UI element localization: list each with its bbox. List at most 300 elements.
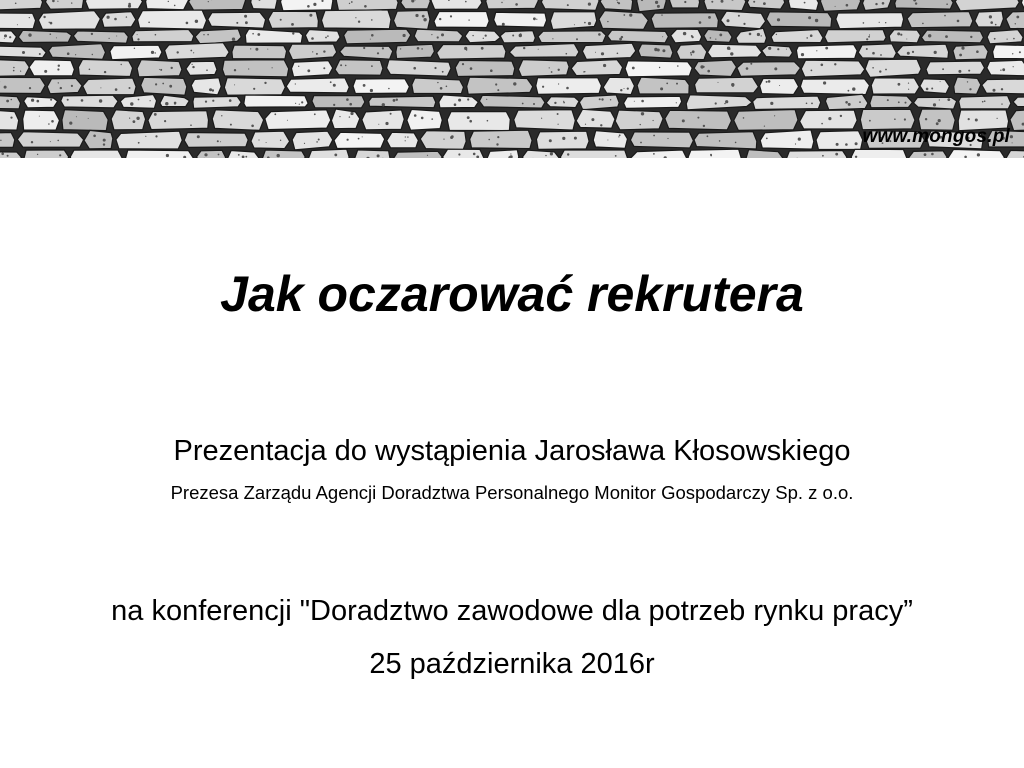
cobblestone [624, 96, 682, 108]
stone-speckle [236, 22, 238, 24]
stone-speckle [129, 118, 130, 119]
stone-speckle [57, 68, 59, 70]
stone-speckle [104, 71, 106, 73]
cobblestone [111, 110, 146, 130]
cobblestone [189, 0, 246, 10]
stone-speckle [632, 67, 635, 70]
cobblestone [85, 0, 142, 9]
cobblestone [954, 77, 981, 94]
cobblestone [909, 151, 947, 158]
cobblestone [467, 77, 533, 94]
cobblestone [447, 112, 510, 131]
stone-speckle [607, 140, 608, 141]
stone-speckle [169, 85, 172, 88]
stone-speckle [707, 70, 710, 73]
stone-speckle [4, 34, 7, 37]
stone-speckle [1007, 39, 1008, 40]
cobblestone [550, 12, 596, 30]
stone-speckle [536, 19, 537, 20]
stone-speckle [558, 83, 559, 84]
stone-speckle [1002, 68, 1005, 71]
stone-speckle [154, 113, 157, 116]
cobblestone [0, 59, 29, 76]
stone-speckle [15, 3, 17, 5]
stone-speckle [258, 139, 259, 140]
stone-speckle [280, 140, 281, 141]
cobblestone [851, 149, 907, 158]
stone-speckle [610, 99, 611, 100]
stone-speckle [393, 99, 396, 102]
stone-speckle [774, 115, 775, 116]
stone-speckle [413, 67, 416, 70]
cobblestone [760, 130, 814, 149]
stone-speckle [727, 47, 730, 50]
stone-speckle [601, 52, 604, 55]
stone-speckle [599, 98, 601, 100]
stone-speckle [938, 119, 941, 122]
stone-speckle [462, 63, 464, 65]
stone-speckle [961, 47, 964, 50]
stone-speckle [977, 153, 980, 156]
stone-speckle [437, 82, 438, 83]
cobblestone [362, 110, 405, 130]
cobblestone [576, 109, 615, 128]
cobblestone [920, 79, 950, 94]
cobblestone [193, 96, 241, 108]
stone-speckle [417, 47, 420, 50]
cobblestone [0, 77, 45, 93]
stone-speckle [766, 81, 768, 83]
cobblestone [354, 150, 390, 158]
stone-speckle [312, 51, 313, 52]
stone-speckle [1, 153, 4, 156]
stone-speckle [629, 14, 632, 17]
stone-speckle [190, 50, 192, 52]
stone-speckle [1010, 135, 1013, 138]
stone-speckle [208, 1, 209, 2]
stone-speckle [533, 17, 536, 20]
stone-speckle [959, 54, 962, 57]
stone-speckle [502, 23, 505, 26]
stone-speckle [931, 88, 933, 90]
stone-speckle [774, 67, 777, 70]
stone-speckle [1001, 88, 1003, 90]
cobblestone [487, 150, 519, 158]
stone-speckle [382, 47, 384, 49]
cobblestone [800, 110, 858, 129]
stone-speckle [845, 143, 848, 146]
stone-speckle [441, 33, 444, 36]
cobblestone [394, 151, 443, 158]
stone-speckle [607, 21, 608, 22]
stone-speckle [703, 125, 705, 127]
stone-speckle [255, 48, 258, 51]
stone-speckle [333, 84, 336, 87]
cobblestone [600, 0, 633, 10]
cobblestone [24, 150, 69, 158]
stone-speckle [323, 67, 325, 69]
stone-speckle [204, 153, 207, 156]
stone-speckle [89, 69, 91, 71]
stone-speckle [846, 4, 849, 7]
stone-speckle [595, 52, 596, 53]
stone-speckle [327, 35, 329, 37]
cobblestone [224, 78, 285, 96]
stone-speckle [885, 22, 886, 23]
stone-speckle [396, 99, 398, 101]
stone-speckle [458, 153, 460, 155]
stone-speckle [355, 17, 356, 18]
stone-speckle [566, 53, 568, 55]
stone-speckle [307, 69, 310, 72]
stone-speckle [340, 64, 342, 66]
cobblestone [987, 30, 1023, 44]
stone-speckle [682, 119, 685, 122]
stone-speckle [209, 88, 212, 91]
stone-speckle [245, 21, 248, 24]
stone-speckle [472, 35, 473, 36]
stone-speckle [371, 19, 373, 21]
stone-speckle [1012, 53, 1013, 54]
stone-speckle [939, 99, 940, 100]
stone-speckle [558, 124, 559, 125]
stone-speckle [129, 87, 131, 89]
stone-speckle [92, 54, 93, 55]
stone-speckle [615, 155, 617, 157]
stone-speckle [44, 70, 47, 73]
stone-speckle [39, 53, 41, 55]
stone-speckle [155, 135, 157, 137]
stone-speckle [334, 154, 337, 157]
cobblestone [889, 30, 920, 43]
cobblestone [102, 12, 136, 28]
stone-speckle [177, 51, 179, 53]
stone-speckle [10, 117, 12, 119]
cobblestone [760, 79, 799, 95]
stone-speckle [542, 86, 544, 88]
stone-speckle [49, 22, 50, 23]
stone-speckle [659, 67, 660, 68]
stone-speckle [165, 102, 168, 105]
stone-speckle [339, 116, 340, 117]
stone-speckle [497, 89, 499, 91]
stone-speckle [859, 101, 861, 103]
stone-speckle [786, 49, 787, 50]
cobblestone [38, 11, 100, 30]
stone-speckle [363, 47, 365, 49]
cobblestone [18, 30, 71, 42]
cobblestone [523, 150, 560, 158]
cobblestone [796, 45, 857, 59]
stone-speckle [848, 103, 851, 106]
stone-speckle [940, 81, 941, 82]
cobblestone [17, 132, 83, 148]
stone-speckle [753, 1, 755, 3]
stone-speckle [454, 103, 457, 106]
stone-speckle [710, 37, 712, 39]
stone-speckle [660, 87, 663, 90]
stone-speckle [377, 52, 379, 54]
cobblestone-banner [0, 0, 1024, 158]
stone-speckle [174, 5, 176, 7]
cobblestone [331, 109, 359, 129]
cobblestone [322, 10, 392, 29]
stone-speckle [900, 34, 902, 36]
stone-speckle [574, 137, 577, 140]
cobblestone [631, 150, 687, 158]
cobblestone [110, 45, 162, 60]
stone-speckle [749, 33, 752, 36]
stone-speckle [450, 136, 453, 139]
cobblestone [0, 95, 21, 109]
stone-speckle [362, 136, 363, 137]
stone-speckle [346, 98, 349, 101]
stone-speckle [931, 153, 934, 156]
stone-speckle [446, 86, 448, 88]
stone-speckle [835, 153, 838, 156]
cobblestone [184, 133, 248, 148]
cobblestone [926, 61, 985, 75]
cobblestone [625, 61, 692, 77]
stone-speckle [750, 63, 752, 65]
stone-speckle [109, 38, 110, 39]
cobblestone [688, 149, 742, 158]
stone-speckle [766, 138, 768, 140]
stone-speckle [822, 155, 824, 157]
stone-speckle [71, 2, 72, 3]
stone-speckle [879, 22, 880, 23]
stone-speckle [4, 38, 5, 39]
stone-speckle [385, 122, 388, 125]
stone-speckle [316, 141, 318, 143]
stone-speckle [71, 85, 73, 87]
stone-speckle [640, 124, 641, 125]
stone-speckle [205, 101, 207, 103]
cobblestone [734, 110, 798, 131]
stone-speckle [138, 99, 140, 101]
stone-speckle [770, 102, 773, 105]
stone-speckle [193, 52, 194, 53]
cobblestone [762, 45, 793, 57]
stone-speckle [133, 120, 136, 123]
stone-speckle [735, 142, 737, 144]
stone-speckle [761, 35, 762, 36]
stone-speckle [31, 99, 34, 102]
cobblestone [439, 95, 479, 108]
stone-speckle [100, 87, 101, 88]
stone-speckle [588, 22, 591, 25]
stone-speckle [103, 143, 105, 145]
stone-speckle [272, 67, 273, 68]
stone-speckle [904, 118, 906, 120]
stone-speckle [691, 54, 693, 56]
stone-speckle [126, 16, 127, 17]
stone-speckle [325, 37, 327, 39]
stone-speckle [982, 101, 984, 103]
stone-speckle [138, 142, 140, 144]
stone-speckle [291, 23, 294, 26]
conference-name: na konferencji "Doradztwo zawodowe dla potrzeb rynku pracy” [111, 595, 913, 627]
stone-speckle [487, 120, 489, 122]
stone-speckle [50, 33, 52, 35]
stone-speckle [407, 136, 408, 137]
stone-speckle [588, 3, 591, 6]
cobblestone [695, 77, 759, 93]
stone-speckle [603, 64, 606, 67]
stone-speckle [405, 136, 406, 137]
stone-speckle [234, 84, 235, 85]
cobblestone [470, 130, 532, 148]
cobblestone [801, 60, 865, 77]
cobblestone [120, 95, 156, 109]
stone-speckle [162, 83, 164, 85]
stone-speckle [1012, 142, 1013, 143]
stone-speckle [497, 136, 499, 138]
stone-speckle [51, 120, 54, 123]
stone-speckle [869, 34, 870, 35]
stone-speckle [719, 140, 721, 142]
stone-speckle [292, 32, 294, 34]
stone-speckle [277, 154, 280, 157]
stone-speckle [533, 103, 535, 105]
stone-speckle [743, 23, 745, 25]
stone-speckle [244, 15, 247, 18]
cobblestone [420, 131, 466, 150]
stone-speckle [440, 87, 443, 90]
stone-speckle [377, 154, 380, 157]
stone-speckle [634, 101, 635, 102]
stone-speckle [997, 118, 998, 119]
stone-speckle [145, 136, 146, 137]
cobblestone [895, 0, 954, 9]
stone-speckle [221, 115, 222, 116]
stone-speckle [358, 138, 360, 140]
stone-speckle [821, 123, 823, 125]
stone-speckle [562, 137, 565, 140]
stone-speckle [691, 35, 693, 37]
stone-speckle [811, 70, 813, 72]
stone-speckle [370, 89, 373, 92]
stone-speckle [690, 52, 692, 54]
stone-speckle [576, 38, 578, 40]
stone-speckle [309, 14, 312, 17]
cobblestone [593, 131, 627, 149]
stone-speckle [371, 65, 373, 67]
stone-speckle [168, 1, 169, 2]
stone-speckle [825, 47, 828, 50]
cobblestone [146, 0, 189, 10]
stone-speckle [345, 65, 347, 67]
stone-speckle [115, 88, 118, 91]
stone-speckle [640, 142, 642, 144]
stone-speckle [763, 2, 766, 5]
cobblestone [62, 110, 108, 131]
stone-speckle [174, 103, 176, 105]
cobblestone [78, 59, 132, 76]
stone-speckle [567, 153, 569, 155]
stone-speckle [863, 22, 865, 24]
stone-speckle [217, 140, 219, 142]
stone-speckle [993, 89, 996, 92]
stone-speckle [512, 35, 514, 37]
stone-speckle [552, 38, 553, 39]
cobblestone [369, 96, 436, 108]
stone-speckle [718, 82, 719, 83]
cobblestone [83, 78, 136, 95]
stone-speckle [43, 16, 45, 18]
stone-speckle [912, 51, 914, 53]
stone-speckle [467, 98, 469, 100]
stone-speckle [363, 84, 366, 87]
cobblestone [0, 0, 43, 10]
stone-speckle [653, 120, 654, 121]
stone-speckle [190, 124, 192, 126]
stone-speckle [99, 99, 102, 102]
stone-speckle [443, 139, 444, 140]
cobblestone [137, 60, 182, 77]
stone-speckle [692, 50, 695, 53]
cobblestone [651, 13, 718, 29]
stone-speckle [776, 34, 777, 35]
stone-speckle [11, 99, 13, 101]
stone-speckle [934, 51, 937, 54]
stone-speckle [267, 49, 268, 50]
stone-speckle [620, 89, 622, 91]
cobblestone [571, 60, 622, 76]
cobblestone [820, 0, 861, 11]
cobblestone [387, 60, 451, 76]
stone-speckle [515, 3, 518, 6]
stone-speckle [1019, 51, 1021, 53]
stone-speckle [400, 48, 401, 49]
stone-speckle [848, 90, 850, 92]
stone-speckle [908, 83, 909, 84]
stone-speckle [743, 117, 745, 119]
stone-speckle [207, 34, 209, 36]
cobblestone [208, 12, 266, 28]
stone-speckle [212, 100, 214, 102]
stone-speckle [990, 21, 993, 24]
stone-speckle [137, 38, 139, 40]
stone-speckle [624, 88, 625, 89]
stone-speckle [311, 37, 314, 40]
stone-speckle [378, 124, 379, 125]
stone-speckle [159, 69, 160, 70]
stone-speckle [58, 65, 60, 67]
stone-speckle [840, 115, 842, 117]
stone-speckle [707, 135, 709, 137]
stone-speckle [725, 100, 728, 103]
stone-speckle [925, 118, 927, 120]
stone-speckle [801, 53, 804, 56]
stone-speckle [364, 5, 367, 8]
stone-speckle [746, 67, 749, 70]
cobblestone [49, 44, 106, 60]
cobblestone [222, 60, 288, 77]
cobblestone [665, 110, 732, 130]
presentation-subtitle: Prezentacja do wystąpienia Jarosława Kłosowskiego [173, 435, 851, 467]
stone-speckle [349, 3, 350, 4]
stone-speckle [7, 155, 9, 157]
stone-speckle [388, 88, 390, 90]
stone-speckle [968, 118, 970, 120]
stone-speckle [711, 1, 713, 3]
stone-speckle [349, 103, 352, 106]
cobblestone [308, 149, 349, 158]
stone-speckle [566, 87, 569, 90]
stone-speckle [558, 69, 560, 71]
cobblestone [23, 110, 60, 130]
